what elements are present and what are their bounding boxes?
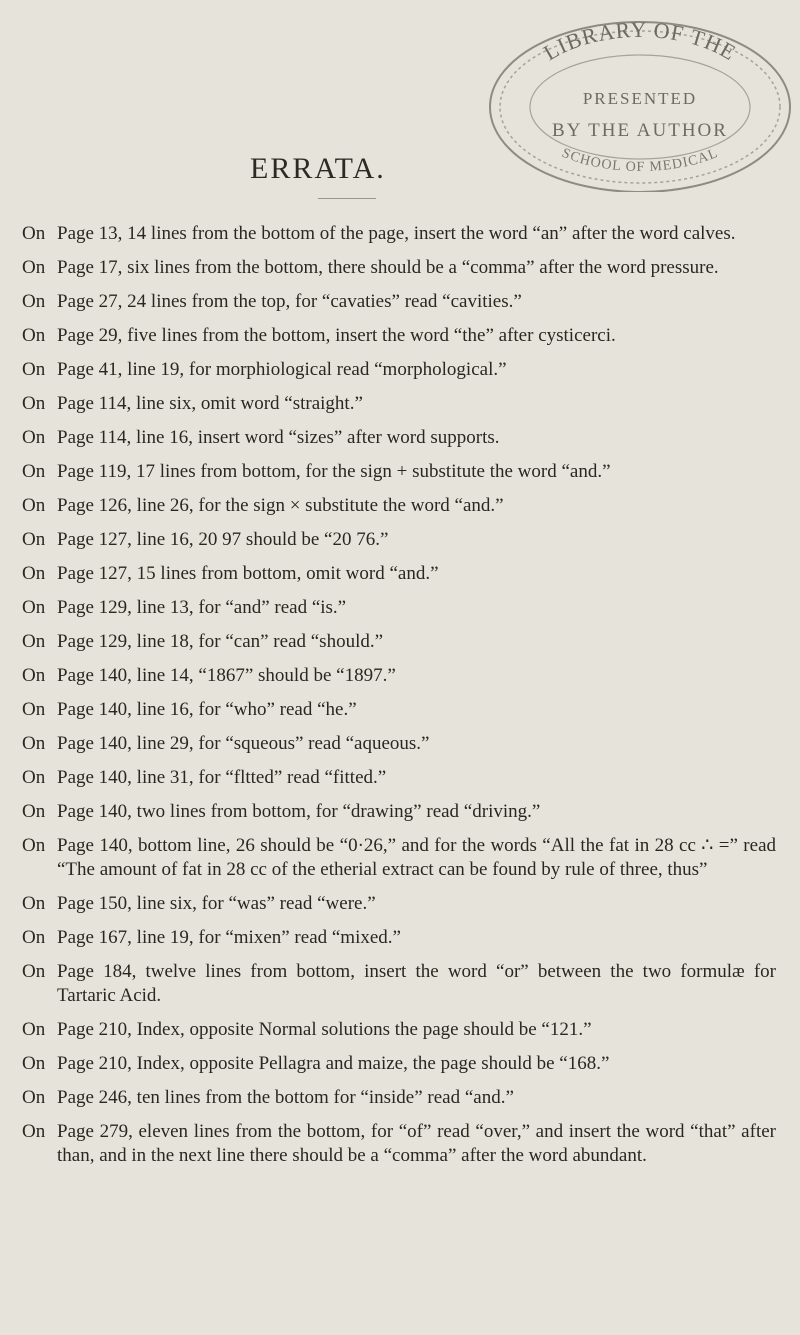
entry-prefix: On (22, 1121, 46, 1142)
entry-prefix: On (22, 893, 46, 914)
entry-prefix: On (22, 563, 46, 584)
errata-entry (0, 664, 800, 688)
entry-text: Page 129, line 13, for “and” read “is.” (57, 597, 347, 618)
entry-text: Page 114, line six, omit word “straight.” (57, 393, 363, 414)
errata-entry (0, 1018, 800, 1042)
entry-prefix: On (22, 461, 46, 482)
page-title: ERRATA. (250, 152, 386, 185)
errata-entry (0, 630, 800, 654)
entry-text: Page 114, line 16, insert word “sizes” after word supports. (57, 427, 500, 448)
entry-text: Page 29, five lines from the bottom, insert the word “the” after cysticerci. (57, 325, 616, 346)
entry-text: Page 140, two lines from bottom, for “drawing” read “driving.” (57, 801, 541, 822)
errata-entry (0, 1086, 800, 1110)
errata-entry (0, 290, 800, 314)
entry-text: Page 184, twelve lines from bottom, insert the word “or” between the two formulæ for Tartaric Acid. (57, 961, 776, 1006)
errata-entry (0, 732, 800, 756)
entry-prefix: On (22, 631, 46, 652)
svg-text:SCHOOL OF MEDICAL (560, 146, 721, 175)
entry-text: Page 210, Index, opposite Pellagra and maize, the page should be “168.” (57, 1053, 610, 1074)
entry-text: Page 27, 24 lines from the top, for “cavaties” read “cavities.” (57, 291, 522, 312)
errata-entry (0, 222, 800, 246)
errata-entry (0, 834, 800, 882)
entry-prefix: On (22, 927, 46, 948)
entry-text: Page 126, line 26, for the sign × substitute the word “and.” (57, 495, 504, 516)
errata-entry (0, 426, 800, 450)
entry-prefix: On (22, 325, 46, 346)
errata-entry (0, 1052, 800, 1076)
stamp-line1: LIBRARY OF THE (539, 16, 741, 66)
entry-text: Page 140, bottom line, 26 should be “0·26,” and for the words “All the fat in 28 cc ∴ =” read “The amount of fat in 28 cc of the etherial extract can be found by rule of three, thus” (57, 835, 776, 880)
entry-prefix: On (22, 427, 46, 448)
entry-text: Page 279, eleven lines from the bottom, for “of” read “over,” and insert the word “that” after than, and in the next line there should be a “comma” after the word abundant. (57, 1121, 776, 1166)
errata-entry (0, 392, 800, 416)
entry-prefix: On (22, 767, 46, 788)
entry-text: Page 17, six lines from the bottom, there should be a “comma” after the word pressure. (57, 257, 719, 278)
errata-entry (0, 596, 800, 620)
entry-text: Page 167, line 19, for “mixen” read “mixed.” (57, 927, 401, 948)
stamp-line3: BY THE AUTHOR (552, 120, 728, 141)
errata-entry (0, 698, 800, 722)
stamp-graphic (470, 12, 800, 192)
entry-prefix: On (22, 223, 46, 244)
errata-entry (0, 926, 800, 950)
entry-text: Page 127, 15 lines from bottom, omit word “and.” (57, 563, 439, 584)
title-underline (318, 198, 376, 199)
entry-text: Page 140, line 29, for “squeous” read “aqueous.” (57, 733, 430, 754)
entry-text: Page 210, Index, opposite Normal solutions the page should be “121.” (57, 1019, 592, 1040)
errata-entry (0, 256, 800, 280)
library-stamp (470, 12, 800, 192)
errata-entry (0, 528, 800, 552)
entry-text: Page 119, 17 lines from bottom, for the sign + substitute the word “and.” (57, 461, 611, 482)
entry-text: Page 140, line 31, for “fltted” read “fitted.” (57, 767, 387, 788)
entry-text: Page 127, line 16, 20 97 should be “20 76.” (57, 529, 389, 550)
entry-text: Page 246, ten lines from the bottom for “inside” read “and.” (57, 1087, 514, 1108)
errata-entry (0, 494, 800, 518)
entry-prefix: On (22, 665, 46, 686)
errata-list (0, 222, 800, 1178)
errata-entry (0, 766, 800, 790)
errata-entry (0, 324, 800, 348)
entry-text: Page 140, line 14, “1867” should be “1897.” (57, 665, 396, 686)
stamp-line4: SCHOOL OF MEDICAL (559, 145, 721, 175)
errata-entry (0, 460, 800, 484)
entry-text: Page 129, line 18, for “can” read “should.” (57, 631, 384, 652)
entry-prefix: On (22, 495, 46, 516)
errata-entry (0, 1120, 800, 1168)
errata-entry (0, 800, 800, 824)
entry-text: Page 150, line six, for “was” read “were.” (57, 893, 376, 914)
entry-prefix: On (22, 961, 46, 982)
entry-prefix: On (22, 1087, 46, 1108)
entry-prefix: On (22, 393, 46, 414)
entry-prefix: On (22, 257, 46, 278)
svg-text:LIBRARY OF THE (539, 17, 741, 65)
entry-prefix: On (22, 801, 46, 822)
entry-prefix: On (22, 835, 46, 856)
entry-prefix: On (22, 529, 46, 550)
entry-text: Page 13, 14 lines from the bottom of the page, insert the word “an” after the word calves. (57, 223, 736, 244)
errata-entry (0, 562, 800, 586)
errata-entry (0, 960, 800, 1008)
entry-text: Page 41, line 19, for morphiological read “morphological.” (57, 359, 507, 380)
entry-prefix: On (22, 291, 46, 312)
entry-prefix: On (22, 1019, 46, 1040)
stamp-line2: PRESENTED (582, 89, 698, 108)
entry-prefix: On (22, 359, 46, 380)
entry-prefix: On (22, 1053, 46, 1074)
errata-entry (0, 892, 800, 916)
entry-text: Page 140, line 16, for “who” read “he.” (57, 699, 357, 720)
errata-entry (0, 358, 800, 382)
entry-prefix: On (22, 733, 46, 754)
entry-prefix: On (22, 699, 46, 720)
entry-prefix: On (22, 597, 46, 618)
